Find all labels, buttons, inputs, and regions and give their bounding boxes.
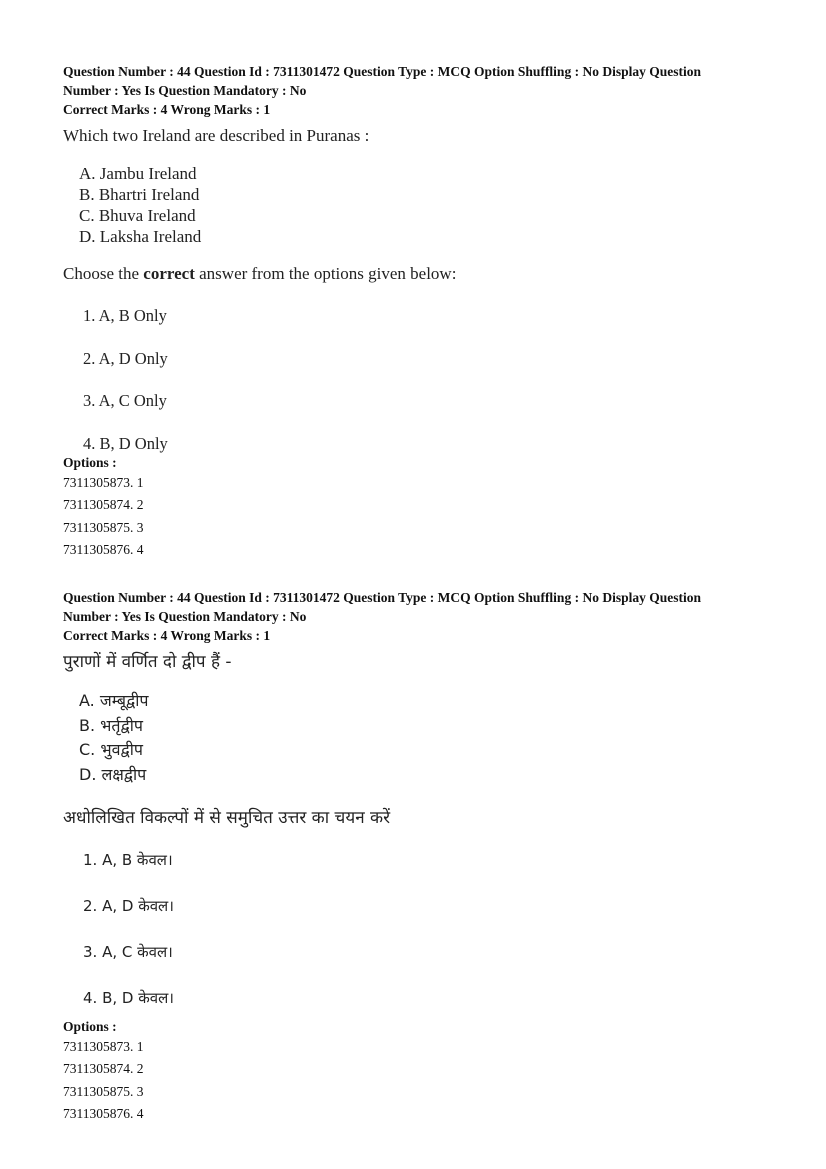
statement-item: A. जम्बूद्वीप (79, 691, 149, 710)
choice-item: 3. A, C केवल। (83, 943, 173, 961)
options-label: Options : (63, 455, 117, 470)
options-label: Options : (63, 1019, 117, 1034)
choice-list (83, 306, 783, 456)
choice-list (83, 850, 783, 1010)
statement-item: A. Jambu Ireland (79, 164, 197, 183)
options-section-hindi (63, 1017, 783, 1125)
answer-instruction: अधोलिखित विकल्पों में से समुचित उत्तर का चयन करें (63, 808, 391, 828)
options-section-english (63, 453, 783, 561)
option-id-row: 7311305876. 4 (63, 541, 144, 557)
statement-item: D. लक्षद्वीप (79, 764, 147, 784)
choice-item: 2. A, D Only (83, 348, 168, 368)
instruction-emphasis: correct (143, 264, 195, 283)
instruction-text: Choose the (63, 264, 144, 283)
question-meta (63, 62, 783, 119)
statement-list (79, 689, 783, 787)
choice-item: 4. B, D केवल। (83, 989, 174, 1007)
question-marks: Correct Marks : 4 Wrong Marks : 1 (63, 628, 271, 643)
question-meta-line-2: Number : Yes Is Question Mandatory : No (63, 83, 307, 98)
choice-item: 1. A, B Only (83, 306, 167, 325)
choice-item: 3. A, C Only (83, 391, 167, 410)
question-meta-line-1: Question Number : 44 Question Id : 7311301472 Question Type : MCQ Option Shuffling : No Display Question (63, 64, 701, 79)
option-id-row: 7311305874. 2 (63, 1061, 144, 1077)
option-id-row: 7311305875. 3 (63, 519, 144, 535)
question-block-hindi (63, 588, 783, 1010)
statement-list (79, 163, 783, 247)
question-meta (63, 588, 783, 645)
option-id-row: 7311305875. 3 (63, 1083, 144, 1099)
choice-item: 2. A, D केवल। (83, 897, 174, 915)
statement-item: D. Laksha Ireland (79, 227, 202, 246)
option-id-row: 7311305874. 2 (63, 497, 144, 513)
question-marks: Correct Marks : 4 Wrong Marks : 1 (63, 102, 271, 117)
question-text: Which two Ireland are described in Puranas : (63, 126, 370, 145)
option-id-row: 7311305873. 1 (63, 475, 144, 490)
question-meta-line-2: Number : Yes Is Question Mandatory : No (63, 609, 307, 624)
option-id-row: 7311305876. 4 (63, 1105, 144, 1121)
answer-instruction (63, 264, 783, 284)
instruction-text: answer from the options given below: (194, 264, 457, 283)
statement-item: B. भर्तृद्वीप (79, 715, 143, 735)
question-meta-line-1: Question Number : 44 Question Id : 7311301472 Question Type : MCQ Option Shuffling : No Display Question (63, 590, 701, 605)
statement-item: B. Bhartri Ireland (79, 185, 200, 204)
question-text: पुराणों में वर्णित दो द्वीप हैं - (63, 652, 232, 672)
question-block-english (63, 62, 783, 456)
choice-item: 4. B, D Only (83, 433, 168, 453)
option-id-row: 7311305873. 1 (63, 1039, 144, 1054)
statement-item: C. भुवद्वीप (79, 740, 143, 759)
choice-item: 1. A, B केवल। (83, 851, 173, 869)
statement-item: C. Bhuva Ireland (79, 206, 196, 225)
